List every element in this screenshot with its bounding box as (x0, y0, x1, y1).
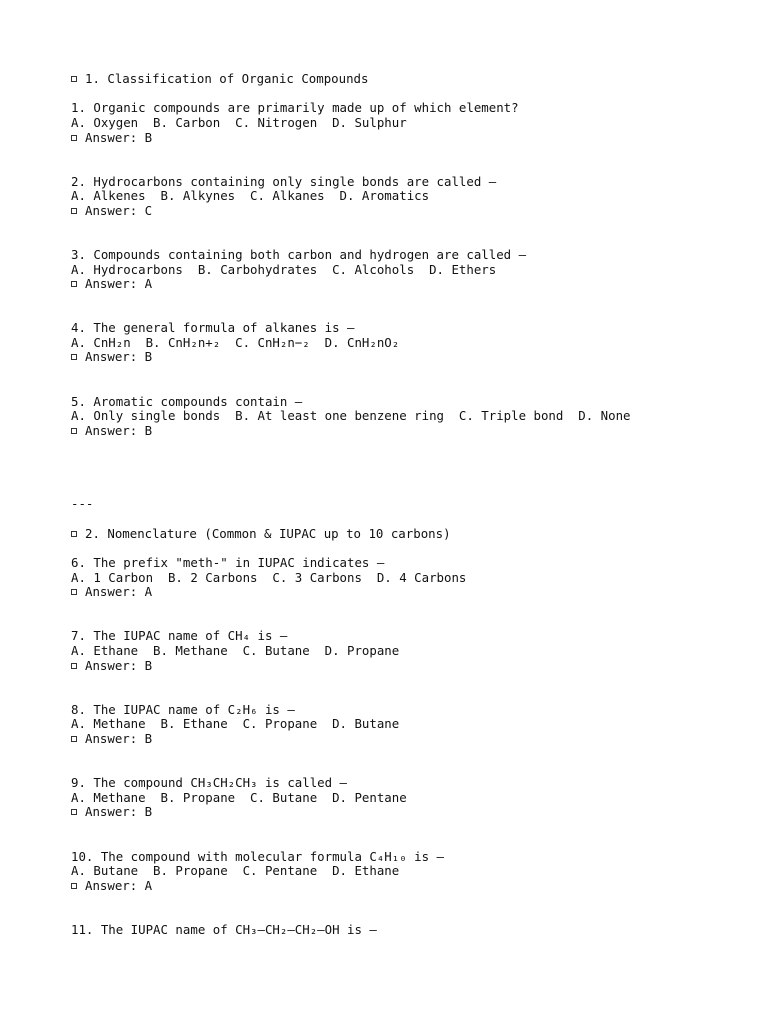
answer-text: Answer: C (85, 203, 153, 218)
square-bullet-icon (71, 736, 77, 742)
answer-line (71, 879, 152, 894)
separator: --- (71, 496, 94, 511)
question-options: A. Butane B. Propane C. Pentane D. Ethane (71, 863, 400, 878)
answer-text: Answer: A (85, 584, 153, 599)
question-options: A. Methane B. Ethane C. Propane D. Butane (71, 716, 400, 731)
answer-line (71, 131, 152, 146)
square-bullet-icon (71, 663, 77, 669)
section-heading (71, 72, 368, 87)
answer-text: Answer: B (85, 658, 153, 673)
question-options: A. Hydrocarbons B. Carbohydrates C. Alcohols D. Ethers (71, 262, 497, 277)
square-bullet-icon (71, 354, 77, 360)
question-text: 4. The general formula of alkanes is — (71, 320, 355, 335)
answer-text: Answer: A (85, 276, 153, 291)
answer-text: Answer: B (85, 130, 153, 145)
square-bullet-icon (71, 281, 77, 287)
question-options: A. CnH₂n B. CnH₂n+₂ C. CnH₂n−₂ D. CnH₂nO₂ (71, 335, 400, 350)
question-text: 9. The compound CH₃CH₂CH₃ is called — (71, 775, 348, 790)
answer-line (71, 204, 152, 219)
question-text: 3. Compounds containing both carbon and hydrogen are called — (71, 247, 527, 262)
question-text: 1. Organic compounds are primarily made up of which element? (71, 100, 519, 115)
section-heading-text: 1. Classification of Organic Compounds (85, 71, 369, 86)
square-bullet-icon (71, 428, 77, 434)
question-text: 5. Aromatic compounds contain — (71, 394, 303, 409)
square-bullet-icon (71, 809, 77, 815)
question-options: A. Alkenes B. Alkynes C. Alkanes D. Aromatics (71, 188, 430, 203)
question-options: A. Methane B. Propane C. Butane D. Pentane (71, 790, 407, 805)
question-text: 11. The IUPAC name of CH₃–CH₂–CH₂–OH is — (71, 922, 377, 937)
question-options: A. 1 Carbon B. 2 Carbons C. 3 Carbons D. 4 Carbons (71, 570, 467, 585)
answer-text: Answer: A (85, 878, 153, 893)
question-options: A. Oxygen B. Carbon C. Nitrogen D. Sulphur (71, 115, 407, 130)
answer-line (71, 350, 152, 365)
answer-line (71, 659, 152, 674)
square-bullet-icon (71, 135, 77, 141)
answer-line (71, 732, 152, 747)
question-text: 7. The IUPAC name of CH₄ is — (71, 628, 288, 643)
section-heading-text: 2. Nomenclature (Common & IUPAC up to 10 carbons) (85, 526, 451, 541)
square-bullet-icon (71, 531, 77, 537)
section-heading (71, 527, 451, 542)
answer-text: Answer: B (85, 349, 153, 364)
question-text: 8. The IUPAC name of C₂H₆ is — (71, 702, 295, 717)
question-text: 2. Hydrocarbons containing only single bonds are called — (71, 174, 497, 189)
answer-line (71, 277, 152, 292)
square-bullet-icon (71, 589, 77, 595)
question-options: A. Ethane B. Methane C. Butane D. Propane (71, 643, 400, 658)
square-bullet-icon (71, 76, 77, 82)
square-bullet-icon (71, 883, 77, 889)
question-text: 10. The compound with molecular formula C₄H₁₀ is — (71, 849, 444, 864)
question-text: 6. The prefix "meth-" in IUPAC indicates — (71, 555, 385, 570)
answer-text: Answer: B (85, 731, 153, 746)
answer-line (71, 805, 152, 820)
question-options: A. Only single bonds B. At least one benzene ring C. Triple bond D. None (71, 408, 631, 423)
answer-text: Answer: B (85, 423, 153, 438)
answer-line (71, 424, 152, 439)
square-bullet-icon (71, 208, 77, 214)
answer-text: Answer: B (85, 804, 153, 819)
answer-line (71, 585, 152, 600)
